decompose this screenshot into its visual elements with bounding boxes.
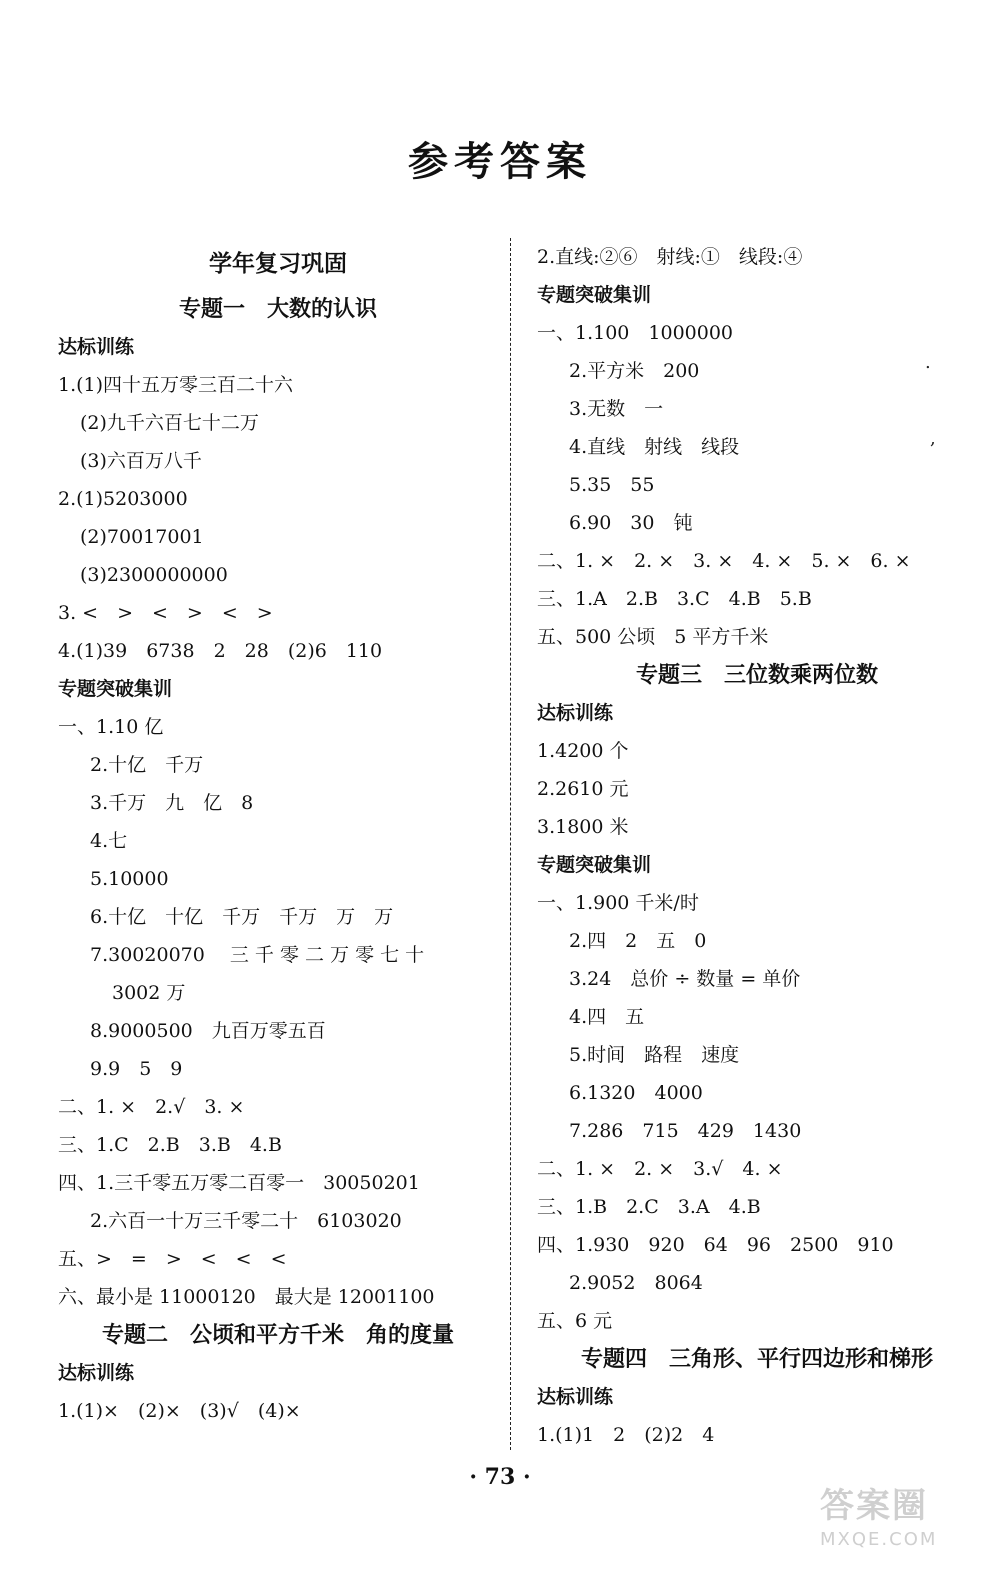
answer-line: (2)70017001 xyxy=(80,526,204,548)
answer-line: 4.四 五 xyxy=(569,1006,645,1028)
answer-line: 3. < > < > < > xyxy=(58,602,273,624)
answer-line: 三、1.B 2.C 3.A 4.B xyxy=(537,1196,761,1218)
subsection-label: 专题突破集训 xyxy=(537,284,652,306)
stray-dot: . xyxy=(925,352,931,373)
section-heading: 学年复习巩固 xyxy=(209,250,347,277)
answer-line: 二、1. × 2. × 3.√ 4. × xyxy=(537,1158,783,1180)
answer-line: 三、1.A 2.B 3.C 4.B 5.B xyxy=(537,588,812,610)
answer-line: 3.24 总价 ÷ 数量 = 单价 xyxy=(569,968,801,990)
answer-line: 一、1.100 1000000 xyxy=(537,322,734,344)
topic-heading: 专题一 大数的认识 xyxy=(178,296,377,322)
answer-line: 4.七 xyxy=(90,830,128,852)
answer-line: 2.六百一十万三千零二十 6103020 xyxy=(90,1210,402,1232)
answer-line: 9.9 5 9 xyxy=(90,1058,183,1080)
page-title: 参考答案 xyxy=(408,138,592,185)
watermark-logo xyxy=(820,1484,990,1564)
subsection-label: 达标训练 xyxy=(537,702,614,724)
subsection-label: 达标训练 xyxy=(537,1386,614,1408)
column-divider xyxy=(510,238,511,1450)
answer-line: 2.平方米 200 xyxy=(569,360,700,382)
answer-line: 4.(1)39 6738 2 28 (2)6 110 xyxy=(58,640,383,662)
answer-line: 六、最小是 11000120 最大是 12001100 xyxy=(58,1286,435,1308)
watermark-top: 答案圈 xyxy=(820,1486,928,1526)
subsection-label: 专题突破集训 xyxy=(58,678,173,700)
answer-line: 1.4200 个 xyxy=(537,740,629,762)
answer-line: (2)九千六百七十二万 xyxy=(80,412,259,434)
answer-line: 5.时间 路程 速度 xyxy=(569,1044,740,1066)
page-number: · 73 · xyxy=(469,1464,531,1490)
answer-line: 一、1.10 亿 xyxy=(58,716,164,738)
subsection-label: 专题突破集训 xyxy=(537,854,652,876)
answer-line: 五、6 元 xyxy=(537,1310,613,1332)
subsection-label: 达标训练 xyxy=(58,336,135,358)
answer-line: 6.1320 4000 xyxy=(569,1082,703,1104)
topic-heading: 专题三 三位数乘两位数 xyxy=(635,662,878,688)
answer-line: 4.直线 射线 线段 xyxy=(569,436,740,458)
answer-line: 8.9000500 九百万零五百 xyxy=(90,1020,326,1042)
answer-line: 2.2610 元 xyxy=(537,778,629,800)
subsection-label: 达标训练 xyxy=(58,1362,135,1384)
answer-line: 2.9052 8064 xyxy=(569,1272,703,1294)
answer-line: 2.直线:②⑥ 射线:① 线段:④ xyxy=(537,246,803,268)
answer-line: 3.无数 一 xyxy=(569,398,664,420)
answer-line: 四、1.930 920 64 96 2500 910 xyxy=(537,1234,894,1256)
left-column xyxy=(58,238,498,1430)
answer-line: 五、> = > < < < xyxy=(58,1248,287,1270)
answer-line: 1.(1)四十五万零三百二十六 xyxy=(58,374,294,396)
answer-line: (3)六百万八千 xyxy=(80,450,202,472)
answer-line: 五、500 公顷 5 平方千米 xyxy=(537,626,769,648)
answer-line: 3.1800 米 xyxy=(537,816,629,838)
answer-line: (3)2300000000 xyxy=(80,564,228,586)
answer-line: 1.(1)× (2)× (3)√ (4)× xyxy=(58,1400,301,1422)
answer-line: 2.十亿 千万 xyxy=(90,754,204,776)
answer-line: 7.286 715 429 1430 xyxy=(569,1120,802,1142)
answer-line: 1.(1)1 2 (2)2 4 xyxy=(537,1424,715,1446)
answer-line: 3002 万 xyxy=(112,982,186,1004)
answer-line: 二、1. × 2.√ 3. × xyxy=(58,1096,245,1118)
answer-line: 5.35 55 xyxy=(569,474,655,496)
answer-line: 2.四 2 五 0 xyxy=(569,930,707,952)
answer-line: 一、1.900 千米/时 xyxy=(537,892,699,914)
answer-line: 2.(1)5203000 xyxy=(58,488,188,510)
answer-line: 三、1.C 2.B 3.B 4.B xyxy=(58,1134,282,1156)
topic-heading: 专题四 三角形、平行四边形和梯形 xyxy=(580,1346,933,1372)
watermark-bottom: MXQE.COM xyxy=(820,1529,938,1550)
right-column xyxy=(537,238,977,1454)
stray-dot: , xyxy=(930,428,936,449)
answer-line: 6.十亿 十亿 千万 千万 万 万 xyxy=(90,906,394,928)
topic-heading: 专题二 公顷和平方千米 角的度量 xyxy=(101,1322,454,1348)
answer-line: 3.千万 九 亿 8 xyxy=(90,792,254,814)
answer-line: 二、1. × 2. × 3. × 4. × 5. × 6. × xyxy=(537,550,911,572)
answer-line: 5.10000 xyxy=(90,868,169,890)
answer-line: 7.30020070 三 千 零 二 万 零 七 十 xyxy=(90,944,425,966)
answer-line: 四、1.三千零五万零二百零一 30050201 xyxy=(58,1172,420,1194)
answer-line: 6.90 30 钝 xyxy=(569,512,693,534)
